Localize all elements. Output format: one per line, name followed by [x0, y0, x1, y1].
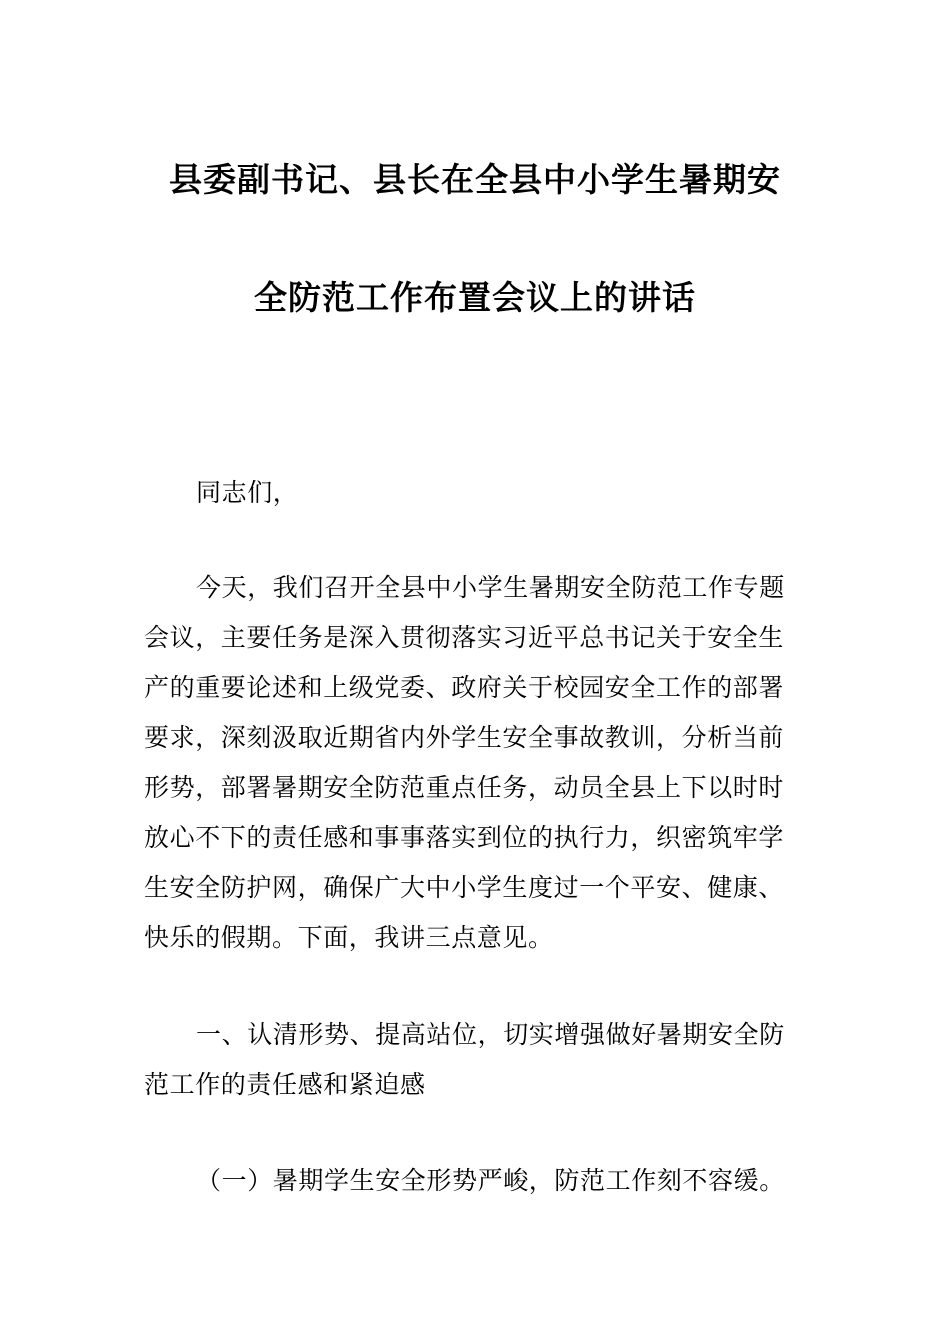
paragraph-1-line: 产的重要论述和上级党委、政府关于校园安全工作的部署: [144, 673, 785, 702]
subsection-1-heading: （一）暑期学生安全形势严峻，防范工作刻不容缓。: [196, 1166, 785, 1195]
paragraph-1-line: 生安全防护网，确保广大中小学生度过一个平安、健康、: [144, 873, 785, 902]
document-title-line-2: 全防范工作布置会议上的讲话: [254, 278, 696, 317]
paragraph-1-line: 快乐的假期。下面，我讲三点意见。: [144, 923, 554, 952]
paragraph-1-line: 放心不下的责任感和事事落实到位的执行力，织密筑牢学: [144, 823, 785, 852]
section-1-heading-line: 一、认清形势、提高站位，切实增强做好暑期安全防: [196, 1020, 785, 1049]
document-title-line-1: 县委副书记、县长在全县中小学生暑期安: [169, 160, 781, 199]
salutation: 同志们，: [196, 478, 299, 507]
paragraph-1-line: 会议，主要任务是深入贯彻落实习近平总书记关于安全生: [144, 623, 785, 652]
paragraph-1-line: 形势，部署暑期安全防范重点任务，动员全县上下以时时: [144, 773, 785, 802]
paragraph-1-line: 今天，我们召开全县中小学生暑期安全防范工作专题: [196, 573, 785, 602]
paragraph-1-line: 要求，深刻汲取近期省内外学生安全事故教训，分析当前: [144, 723, 785, 752]
section-1-heading-line: 范工作的责任感和紧迫感: [144, 1070, 426, 1099]
